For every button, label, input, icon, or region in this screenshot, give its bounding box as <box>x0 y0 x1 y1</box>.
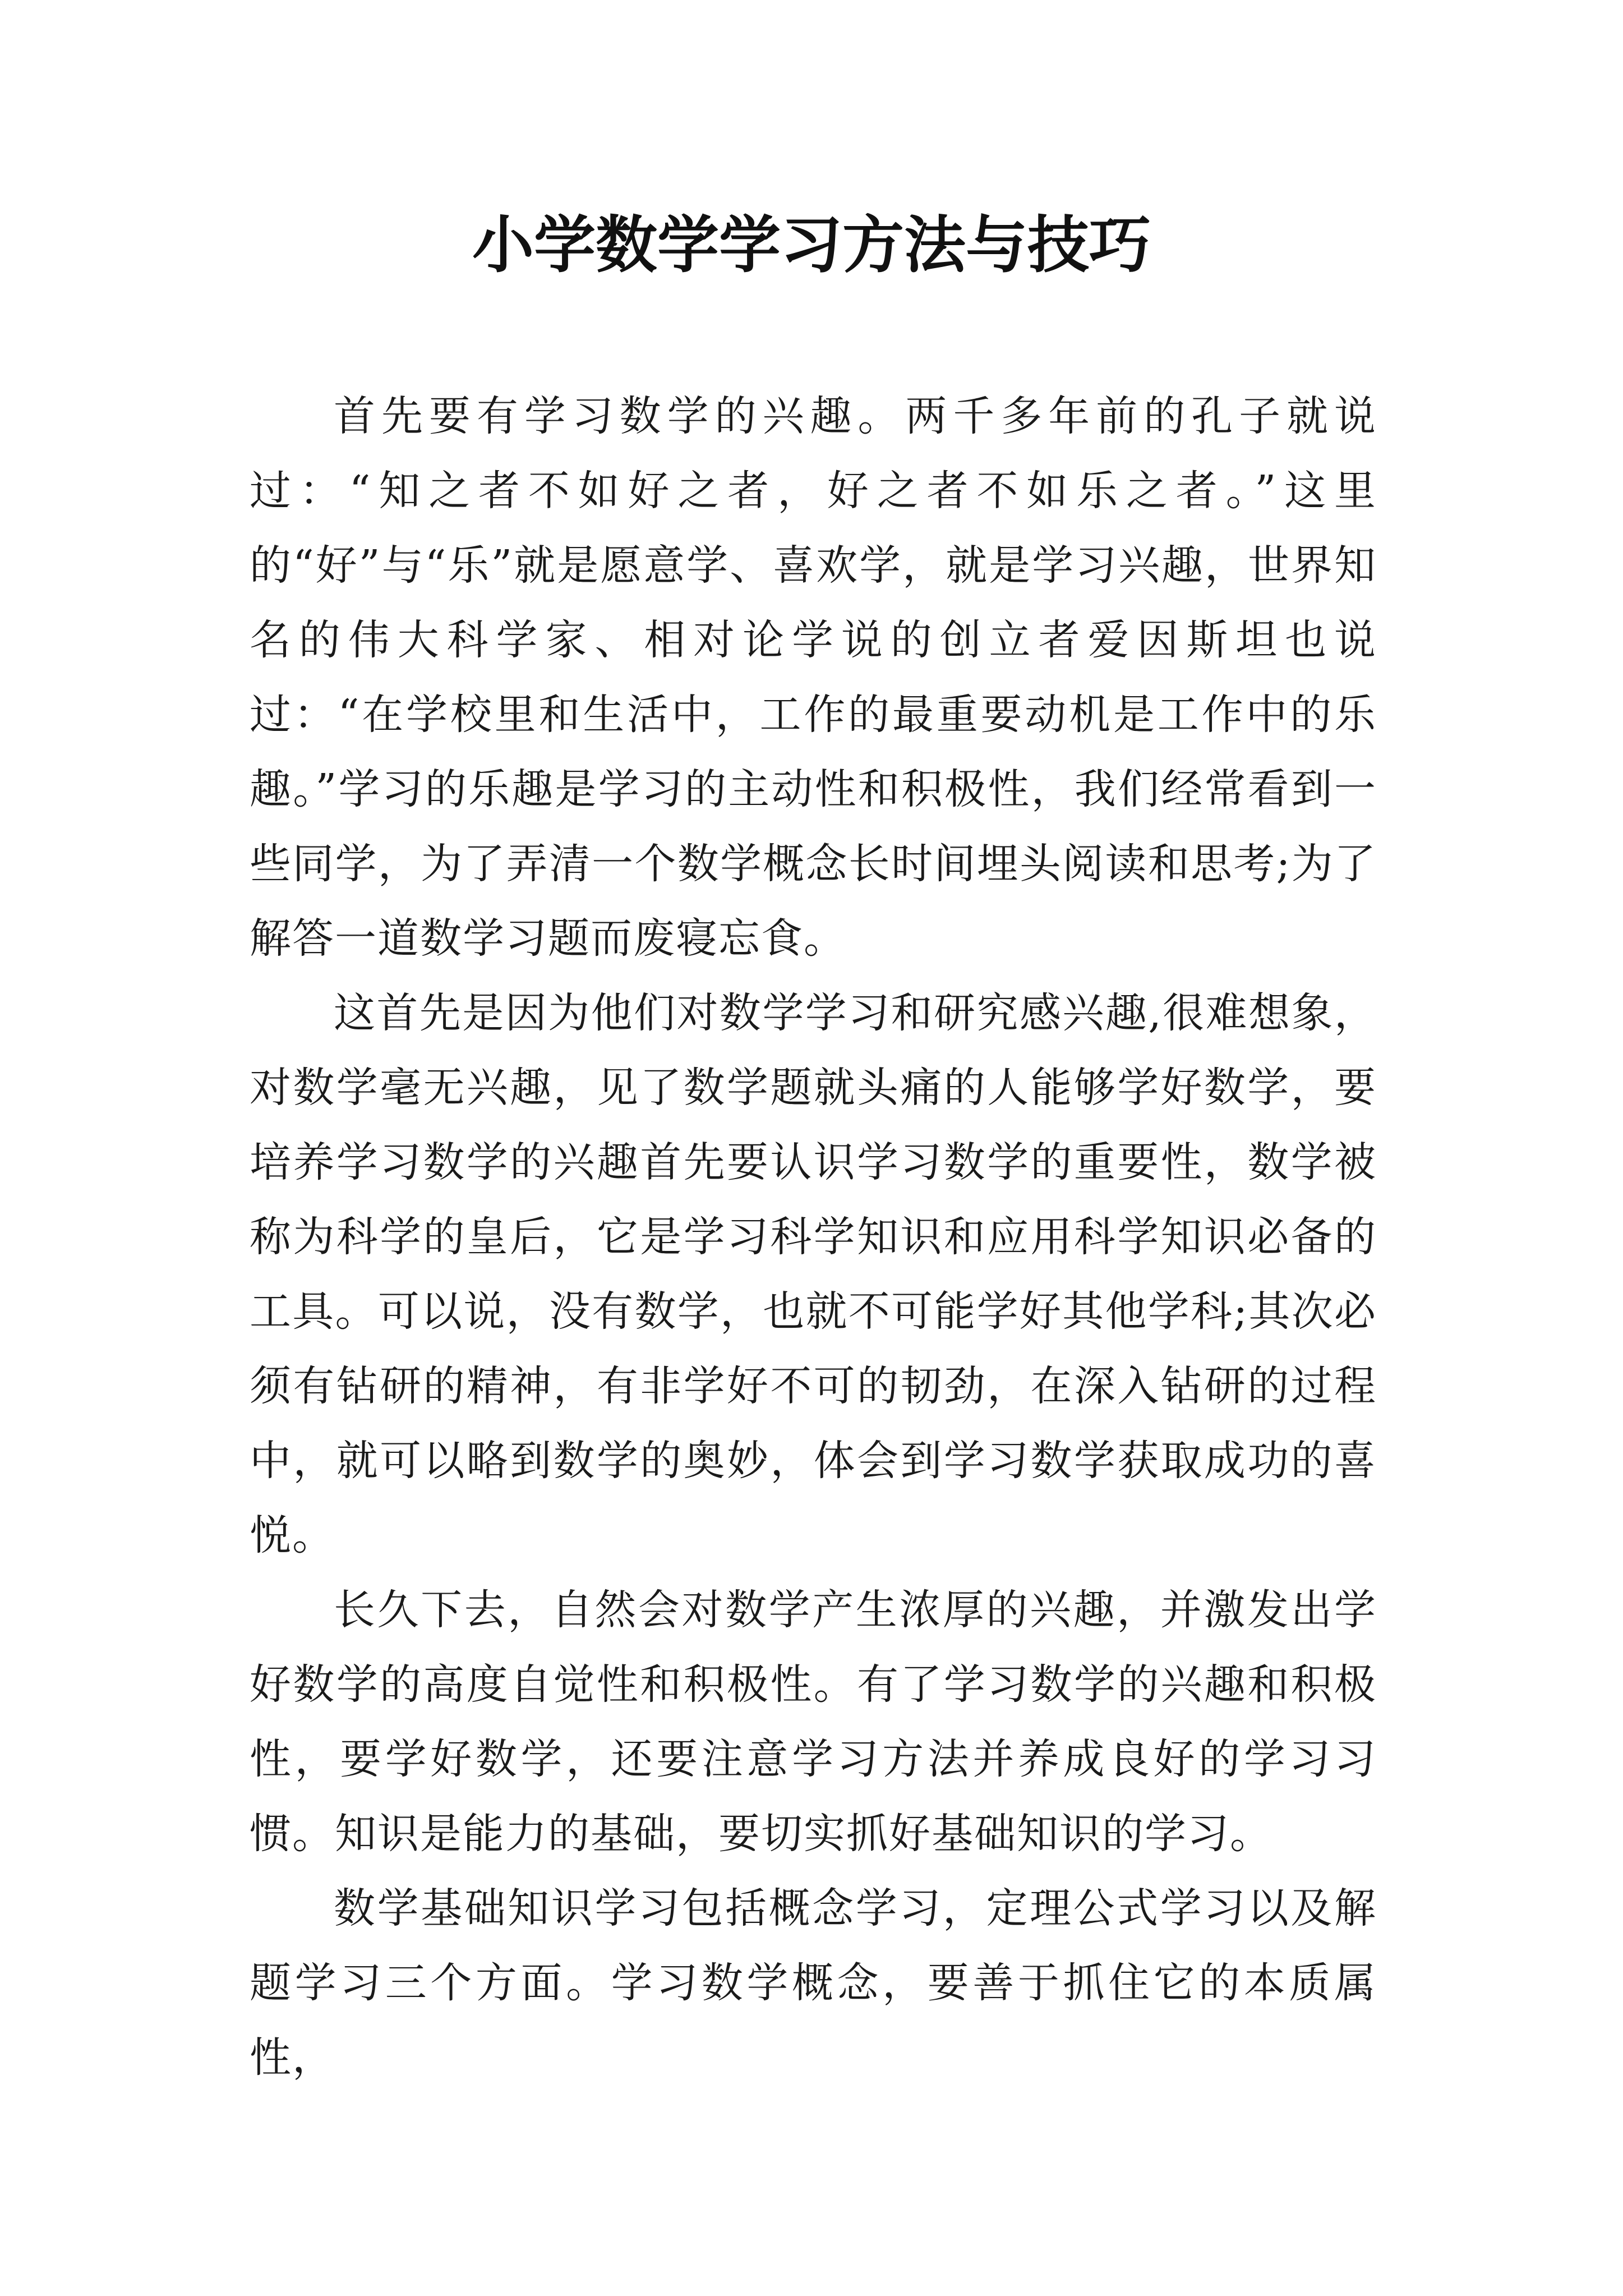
paragraph-4: 数学基础知识学习包括概念学习，定理公式学习以及解题学习三个方面。学习数学概念，要善于抓住它的本质属性， <box>250 1884 1377 2082</box>
document-body <box>250 379 1377 2095</box>
paragraph-1: 首先要有学习数学的兴趣。两千多年前的孔子就说过：“知之者不如好之者，好之者不如乐之者。”这里的“好”与“乐”就是愿意学、喜欢学，就是学习兴趣，世界知名的伟大科学家、相对论学说的创立者爱因斯坦也说过：“在学校里和生活中，工作的最重要动机是工作中的乐趣。”学习的乐趣是学习的主动性和积极性，我们经常看到一些同学，为了弄清一个数学概念长时间埋头阅读和思考;为了解答一道数学习题而废寝忘食。 <box>250 392 1377 963</box>
paragraph-3: 长久下去，自然会对数学产生浓厚的兴趣，并激发出学好数学的高度自觉性和积极性。有了学习数学的兴趣和积极性，要学好数学，还要注意学习方法并养成良好的学习习惯。知识是能力的基础，要切实抓好基础知识的学习。 <box>250 1586 1377 1858</box>
document-title: 小学数学学习方法与技巧 <box>472 209 1151 281</box>
paragraph-2: 这首先是因为他们对数学学习和研究感兴趣,很难想象，对数学毫无兴趣，见了数学题就头痛的人能够学好数学，要培养学习数学的兴趣首先要认识学习数学的重要性，数学被称为科学的皇后，它是学习科学知识和应用科学知识必备的工具。可以说，没有数学，也就不可能学好其他学科;其次必须有钻研的精神，有非学好不可的韧劲，在深入钻研的过程中，就可以略到数学的奥妙，体会到学习数学获取成功的喜悦。 <box>250 989 1377 1559</box>
